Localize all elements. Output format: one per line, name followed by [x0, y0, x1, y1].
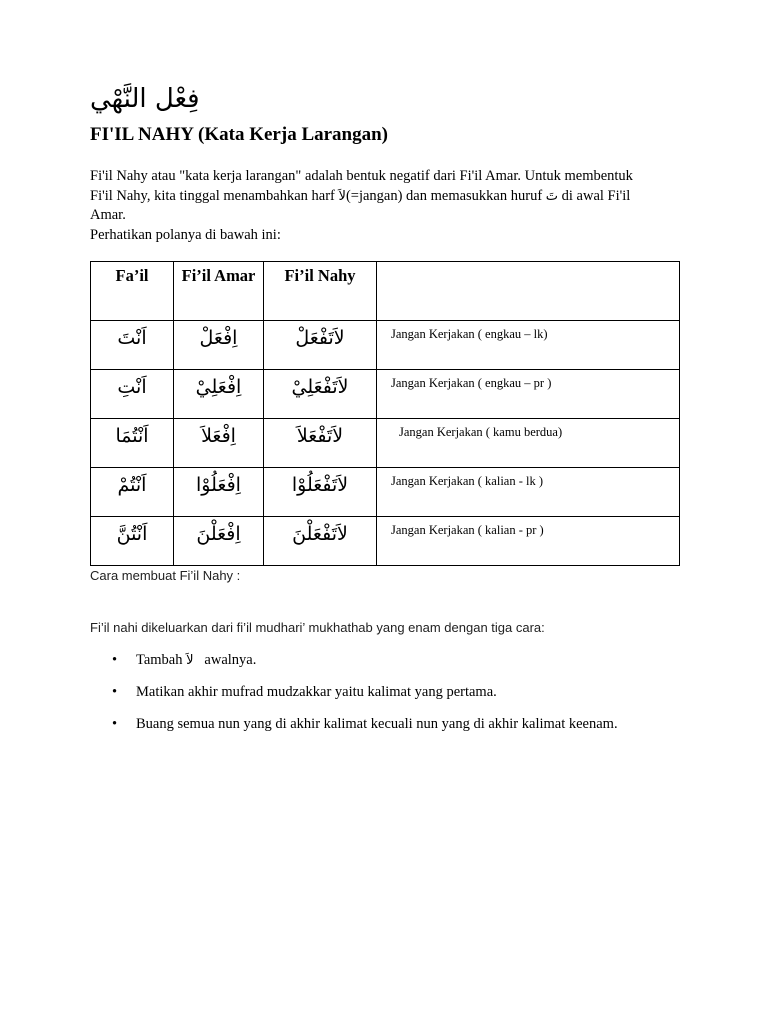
- table-row: [91, 321, 680, 370]
- intro-line-2-c: di awal Fi'il: [558, 187, 631, 204]
- rules-list: [90, 648, 618, 744]
- list-item: [90, 712, 618, 744]
- cell-nahy: لاَتَفْعَلْنَ: [264, 517, 377, 566]
- cell-nahy: لاَتَفْعَلِيْ: [264, 370, 377, 419]
- cara-heading: Cara membuat Fi’il Nahy :: [90, 568, 241, 583]
- cell-fail: اَنْتُنَّ: [91, 517, 174, 566]
- table-row: [91, 419, 680, 468]
- table-row: [91, 468, 680, 517]
- intro-line-3: Amar.: [90, 207, 126, 223]
- intro-line-2-a: Fi'il Nahy, kita tinggal menambahkan harf: [90, 187, 339, 204]
- cell-amar: اِفْعَلِيْ: [174, 370, 264, 419]
- huruf-ta: تَ: [545, 188, 559, 204]
- cell-amar: اِفْعَلْنَ: [174, 517, 264, 566]
- cell-meaning: Jangan Kerjakan ( kalian - lk ): [377, 468, 680, 517]
- cell-amar: اِفْعَلْ: [174, 321, 264, 370]
- intro-line-2-b: (=jangan) dan memasukkan huruf: [345, 187, 546, 204]
- header-amar: Fi’il Amar: [174, 262, 264, 321]
- table-header-row: [91, 262, 680, 321]
- cell-meaning: Jangan Kerjakan ( kalian - pr ): [377, 517, 680, 566]
- list-item: [90, 680, 618, 712]
- cell-fail: اَنْتُمَا: [91, 419, 174, 468]
- cell-nahy: لاَتَفْعَلْ: [264, 321, 377, 370]
- rule-1-la: لاَ: [186, 653, 194, 668]
- cell-nahy: لاَتَفْعَلاَ: [264, 419, 377, 468]
- rule-1-a: Tambah: [136, 652, 187, 668]
- cell-fail: اَنْتُمْ: [91, 468, 174, 517]
- harf-la: لاَ: [338, 188, 346, 204]
- rule-3: Buang semua nun yang di akhir kalimat kecuali nun yang di akhir kalimat keenam.: [136, 716, 618, 732]
- fiil-nahy-table: [90, 261, 680, 566]
- cell-meaning: Jangan Kerjakan ( engkau – pr ): [377, 370, 680, 419]
- cell-amar: اِفْعَلُوْا: [174, 468, 264, 517]
- page-title: FI'IL NAHY (Kata Kerja Larangan): [90, 124, 389, 145]
- cara-description: Fi’il nahi dikeluarkan dari fi’il mudhari’ mukhathab yang enam dengan tiga cara:: [90, 620, 545, 635]
- header-fail: Fa’il: [91, 262, 174, 321]
- cell-amar: اِفْعَلاَ: [174, 419, 264, 468]
- cell-meaning: Jangan Kerjakan ( engkau – lk): [377, 321, 680, 370]
- intro-paragraph: [90, 167, 690, 245]
- list-item: [90, 648, 618, 680]
- cell-meaning: Jangan Kerjakan ( kamu berdua): [377, 419, 680, 468]
- rule-1-b: awalnya.: [193, 652, 257, 668]
- cell-fail: اَنْتَ: [91, 321, 174, 370]
- bullet-icon: •: [112, 716, 118, 732]
- table-row: [91, 517, 680, 566]
- arabic-title: فِعْل النَّهْي: [90, 84, 200, 114]
- intro-line-2: [90, 187, 690, 207]
- table-row: [91, 370, 680, 419]
- header-nahy: Fi’il Nahy: [264, 262, 377, 321]
- intro-line-4: Perhatikan polanya di bawah ini:: [90, 226, 281, 243]
- bullet-icon: •: [112, 684, 118, 700]
- cell-nahy: لاَتَفْعَلُوْا: [264, 468, 377, 517]
- rule-2: Matikan akhir mufrad mudzakkar yaitu kalimat yang pertama.: [136, 684, 497, 700]
- header-meaning: [377, 262, 680, 321]
- bullet-icon: •: [112, 652, 118, 668]
- intro-line-1: Fi'il Nahy atau "kata kerja larangan" adalah bentuk negatif dari Fi'il Amar. Untuk membentuk: [90, 168, 633, 184]
- cell-fail: اَنْتِ: [91, 370, 174, 419]
